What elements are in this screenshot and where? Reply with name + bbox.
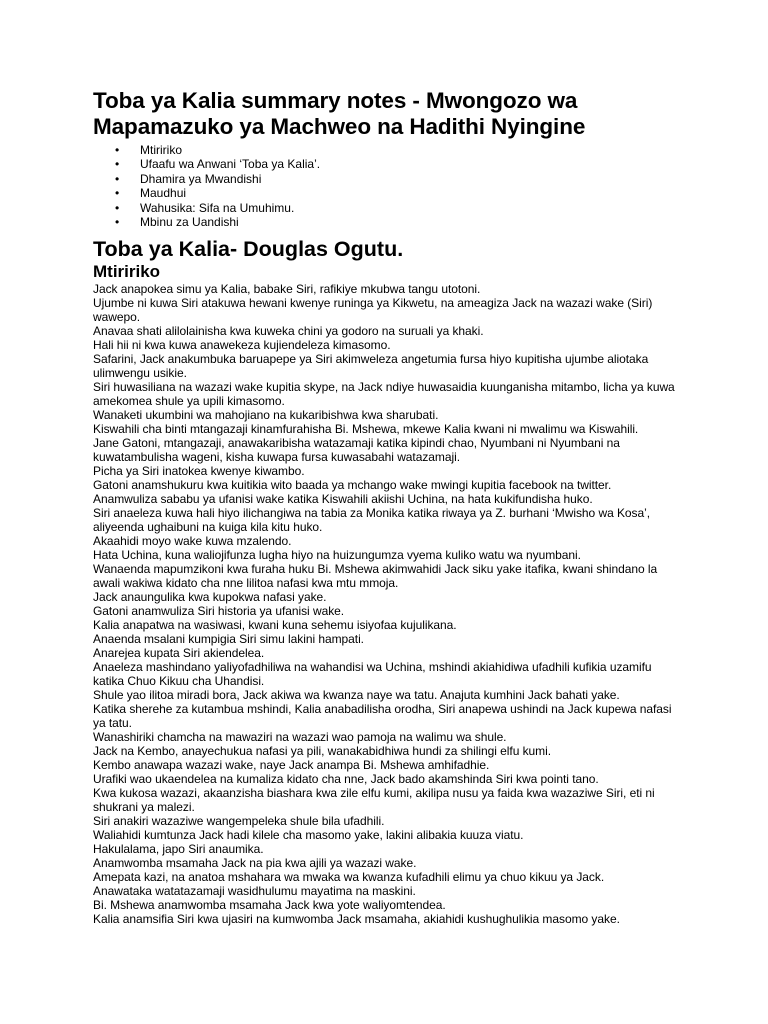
paragraph: Anaenda msalani kumpigia Siri simu lakini hampati. [93,632,364,647]
paragraph: Picha ya Siri inatokea kwenye kiwambo. [93,464,305,479]
paragraph: Safarini, Jack anakumbuka baruapepe ya Siri akimweleza angetumia fursa hiyo kupitisha ujumbe aliotaka ulimwengu usikie. [93,352,649,381]
page-title: Toba ya Kalia summary notes - Mwongozo wa Mapamazuko ya Machweo na Hadithi Nyingine [93,88,586,139]
paragraph: Katika sherehe za kutambua mshindi, Kalia anabadilisha orodha, Siri anapewa ushindi na Jack kupewa nafasi ya tatu. [93,702,672,731]
paragraph: Gatoni anamwuliza Siri historia ya ufanisi wake. [93,604,345,619]
paragraph: Anaeleza mashindano yaliyofadhiliwa na wahandisi wa Uchina, mshindi akiahidiwa ufadhili kufikia uzamifu katika Chuo Kikuu cha Uhandisi. [93,660,652,689]
paragraph: Waliahidi kumtunza Jack hadi kilele cha masomo yake, lakini alibakia kuuza viatu. [93,828,524,843]
paragraph: Kiswahili cha binti mtangazaji kinamfurahisha Bi. Mshewa, mkewe Kalia kwani ni mwalimu wa Kiswahili. [93,422,639,437]
paragraph: Ujumbe ni kuwa Siri atakuwa hewani kwenye runinga ya Kikwetu, na ameagiza Jack na wazazi wake (Siri) wawepo. [93,296,653,325]
paragraph: Kembo anawapa wazazi wake, naye Jack anampa Bi. Mshewa amhifadhie. [93,758,490,773]
paragraph: Hakulalama, japo Siri anaumika. [93,842,264,857]
paragraph: Shule yao ilitoa miradi bora, Jack akiwa wa kwanza naye wa tatu. Anajuta kumhini Jack bahati yake. [93,688,620,703]
list-item: • Dhamira ya Mwandishi [140,172,683,186]
paragraph: Wanaketi ukumbini wa mahojiano na kukaribishwa kwa sharubati. [93,408,439,423]
paragraph: Siri anaeleza kuwa hali hiyo ilichangiwa na tabia za Monika katika riwaya ya Z. burhani ‘Mwisho wa Kosa’, aliyeenda ughaibuni na kuiga kila kitu huko. [93,506,651,535]
paragraph: Gatoni anamshukuru kwa kuitikia wito baada ya mchango wake mwingi kupitia facebook na twitter. [93,478,612,493]
paragraph: Anarejea kupata Siri akiendelea. [93,646,265,661]
document-page [93,88,683,926]
section-heading: Toba ya Kalia- Douglas Ogutu. [93,237,404,262]
paragraph: Siri anakiri wazaziwe wangempeleka shule bila ufadhili. [93,814,385,829]
list-item: • Mtiririko [140,143,683,157]
paragraph: Anavaa shati alilolainisha kwa kuweka chini ya godoro na suruali ya khaki. [93,324,484,339]
paragraph: Kalia anapatwa na wasiwasi, kwani kuna sehemu isiyofaa kujulikana. [93,618,457,633]
paragraph: Anawataka watatazamaji wasidhulumu mayatima na maskini. [93,884,416,899]
paragraph: Jack anapokea simu ya Kalia, babake Siri, rafikiye mkubwa tangu utotoni. [93,282,481,297]
paragraph: Jack anaungulika kwa kupokwa nafasi yake. [93,590,327,605]
paragraph: Hali hii ni kwa kuwa anawekeza kujiendeleza kimasomo. [93,338,391,353]
paragraph: Anamwomba msamaha Jack na pia kwa ajili ya wazazi wake. [93,856,417,871]
paragraph: Akaahidi moyo wake kuwa mzalendo. [93,534,292,549]
list-item: • Mbinu za Uandishi [140,215,683,229]
list-item: • Ufaafu wa Anwani ‘Toba ya Kalia’. [140,157,683,171]
paragraph: Urafiki wao ukaendelea na kumaliza kidato cha nne, Jack bado akamshinda Siri kwa pointi tano. [93,772,599,787]
paragraph: Wanaenda mapumzikoni kwa furaha huku Bi. Mshewa akimwahidi Jack siku yake itafika, kwani shindano la awali wakiwa kidato cha nne lilitoa nafasi kwa mtu mmoja. [93,562,658,591]
paragraph: Siri huwasiliana na wazazi wake kupitia skype, na Jack ndiye huwasaidia kuunganisha mitambo, licha ya kuwa amekomea shule ya upili kimasomo. [93,380,675,409]
paragraph: Kalia anamsifia Siri kwa ujasiri na kumwomba Jack msamaha, akiahidi kushughulikia masomo yake. [93,912,620,927]
paragraph: Amepata kazi, na anatoa mshahara wa mwaka wa kwanza kufadhili elimu ya chuo kikuu ya Jack. [93,870,605,885]
body-text [93,282,683,926]
paragraph: Hata Uchina, kuna waliojifunza lugha hiyo na huizungumza vyema kuliko watu wa nyumbani. [93,548,581,563]
list-item: • Wahusika: Sifa na Umuhimu. [140,201,683,215]
subsection-heading: Mtiririko [93,262,161,282]
paragraph: Kwa kukosa wazazi, akaanzisha biashara kwa zile elfu kumi, akilipa nusu ya faida kwa wazaziwe Siri, eti ni shukrani ya malezi. [93,786,655,815]
paragraph: Bi. Mshewa anamwomba msamaha Jack kwa yote waliyomtendea. [93,898,446,913]
paragraph: Anamwuliza sababu ya ufanisi wake katika Kiswahili akiishi Uchina, na hata kukifundisha huko. [93,492,593,507]
paragraph: Jane Gatoni, mtangazaji, anawakaribisha watazamaji katika kipindi chao, Nyumbani ni Nyumbani na kuwatambulisha wageni, kisha kuwapa fursa kuwasabahi watazamaji. [93,436,620,465]
paragraph: Jack na Kembo, anayechukua nafasi ya pili, wanakabidhiwa hundi za shilingi elfu kumi. [93,744,552,759]
list-item: • Maudhui [140,186,683,200]
paragraph: Wanashiriki chamcha na mawaziri na wazazi wao pamoja na walimu wa shule. [93,730,507,745]
contents-list [93,143,683,229]
